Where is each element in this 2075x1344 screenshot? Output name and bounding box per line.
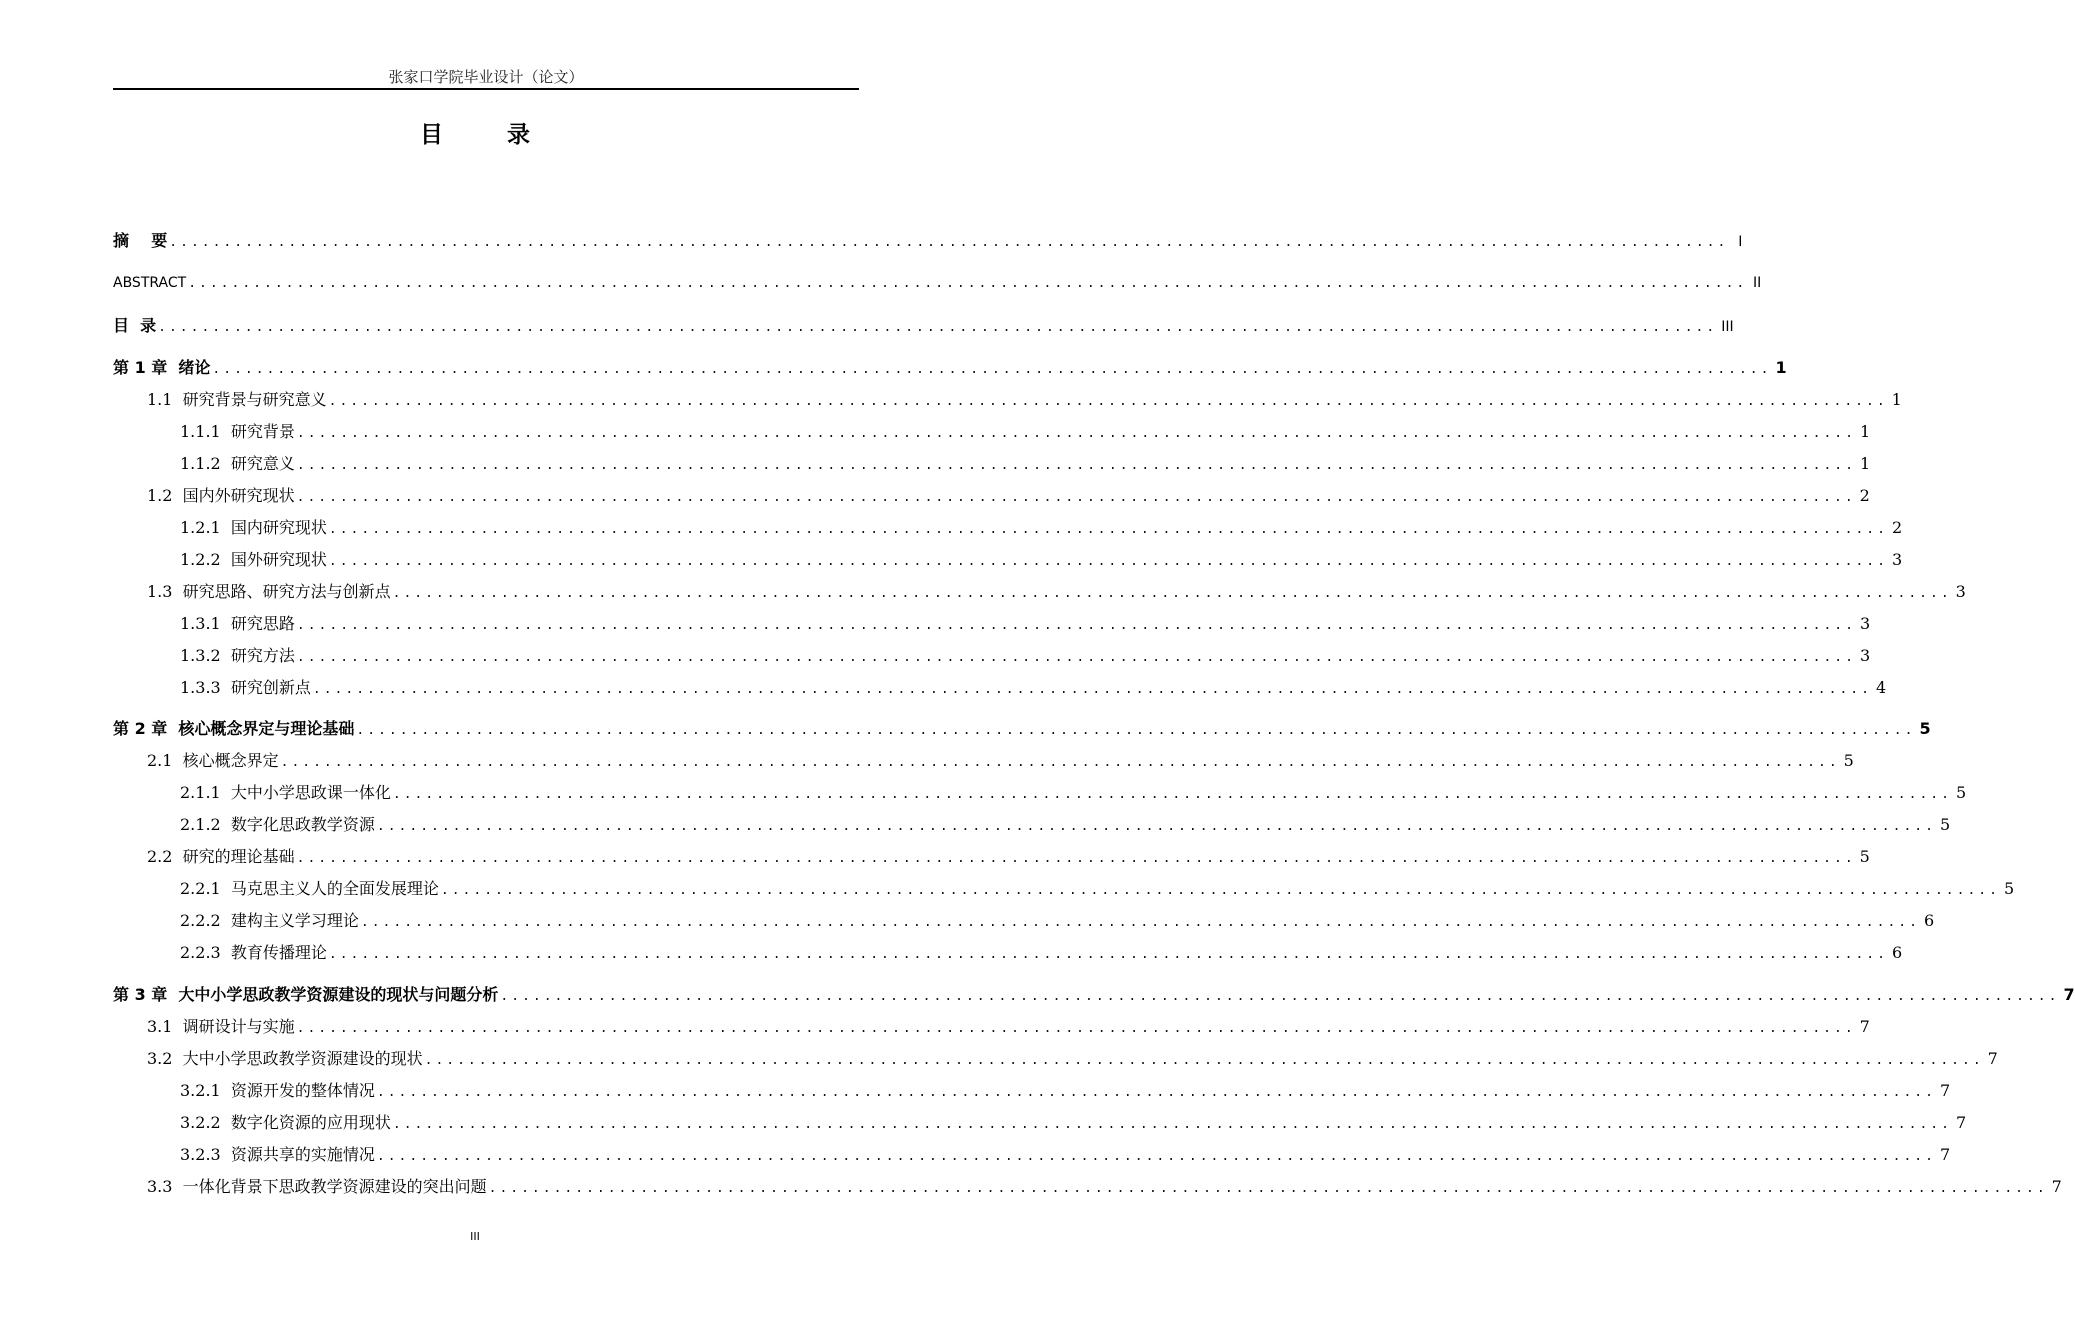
toc-leader: ................................................................................................................................................ [392,1117,1952,1132]
toc-label: ABSTRACT [113,275,187,291]
toc-page: 7 [2063,985,2075,1004]
toc-leader: ................................................................................................................................................ [328,394,1888,409]
toc-page: 7 [1955,1113,1967,1132]
toc-page: 7 [1939,1145,1951,1164]
toc-page: I [1738,234,1743,250]
toc-leader: ................................................................................................................................................ [392,586,1952,601]
toc-entry-subsection[interactable] [113,876,2015,902]
toc-label: 1.3.2 研究方法 [180,646,295,665]
toc-label: 1.1.1 研究背景 [180,422,295,441]
toc-page: 6 [1891,943,1903,962]
toc-label: 目 录 [113,316,157,335]
toc-leader: ................................................................................................................................................ [376,819,1936,834]
toc-page: III [1721,319,1734,335]
toc-entry-subsection[interactable] [113,675,1887,701]
toc-label: 2.1 核心概念界定 [147,751,279,770]
toc-label: 第 1 章 绪论 [113,358,211,377]
toc-leader: ................................................................................................................................................ [158,320,1718,335]
toc-leader: ................................................................................................................................................ [328,522,1888,537]
toc-label: 3.2.3 资源共享的实施情况 [180,1145,375,1164]
toc-label: 摘 要 [113,231,168,250]
toc-label: 第 3 章 大中小学思政教学资源建设的现状与问题分析 [113,985,499,1004]
toc-leader: ................................................................................................................................................ [188,276,1748,291]
toc-label: 1.2 国内外研究现状 [147,486,295,505]
header-rule [113,88,859,90]
toc-label: 1.1.2 研究意义 [180,454,295,473]
toc-page: 7 [1939,1081,1951,1100]
toc-page: 3 [1891,550,1903,569]
toc-leader: ................................................................................................................................................ [328,554,1888,569]
toc-page: 1 [1775,358,1787,377]
toc-label: 2.1.2 数字化思政教学资源 [180,815,375,834]
page-number: III [470,1230,480,1243]
toc-label: 1.2.1 国内研究现状 [180,518,327,537]
toc-entry-subsection[interactable] [113,940,1903,966]
toc-entry-section[interactable] [113,1046,1998,1072]
toc-entry-chapter-2[interactable] [113,716,1931,742]
toc-entry-subsection[interactable] [113,1142,1951,1168]
toc-label: 2.2 研究的理论基础 [147,847,295,866]
toc-leader: ................................................................................................................................................ [356,723,1916,738]
toc-entry-subsection[interactable] [113,547,1903,573]
toc-leader: ................................................................................................................................................ [376,1085,1936,1100]
toc-leader: ................................................................................................................................................ [296,426,1856,441]
toc-page: 5 [1843,751,1854,770]
toc-entry-abstract-cn[interactable] [113,228,1743,254]
toc-page: 7 [2051,1177,2062,1196]
toc-page: 7 [1859,1017,1870,1036]
running-header: 张家口学院毕业设计（论文） [388,68,584,86]
toc-page: II [1752,275,1762,291]
toc-entry-contents[interactable] [113,313,1734,339]
toc-leader: ................................................................................................................................................ [376,1149,1936,1164]
toc-entry-section[interactable] [113,387,1902,413]
toc-page: 5 [1859,847,1870,866]
toc-entry-section[interactable] [113,1014,1870,1040]
page-title: 目 录 [419,122,558,148]
toc-page: 2 [1891,518,1903,537]
toc-entry-section[interactable] [113,844,1870,870]
toc-entry-section[interactable] [113,748,1854,774]
toc-leader: ................................................................................................................................................ [312,682,1872,697]
toc-label: 2.1.1 大中小学思政课一体化 [180,783,391,802]
toc-leader: ................................................................................................................................................ [212,362,1772,377]
toc-page: 5 [2003,879,2015,898]
toc-leader: ................................................................................................................................................ [440,883,2000,898]
toc-page: 1 [1859,422,1871,441]
toc-label: 1.3.3 研究创新点 [180,678,311,697]
toc-leader: ................................................................................................................................................ [392,787,1952,802]
toc-page: 6 [1923,911,1935,930]
toc-page: 2 [1859,486,1870,505]
toc-leader: ................................................................................................................................................ [328,947,1888,962]
toc-entry-subsection[interactable] [113,643,1871,669]
toc-leader: ................................................................................................................................................ [296,1021,1856,1036]
toc-entry-section[interactable] [113,483,1870,509]
toc-entry-section[interactable] [113,579,1966,605]
toc-entry-chapter-3[interactable] [113,982,2075,1008]
toc-page: 1 [1891,390,1902,409]
toc-page: 5 [1955,783,1967,802]
toc-label: 3.2.1 资源开发的整体情况 [180,1081,375,1100]
toc-leader: ................................................................................................................................................ [424,1053,1984,1068]
toc-page: 7 [1987,1049,1998,1068]
toc-page: 3 [1859,614,1871,633]
toc-leader: ................................................................................................................................................ [169,235,1729,250]
toc-page: 3 [1859,646,1871,665]
toc-leader: ................................................................................................................................................ [296,650,1856,665]
toc-label: 2.2.3 教育传播理论 [180,943,327,962]
toc-leader: ................................................................................................................................................ [296,490,1856,505]
toc-label: 3.2 大中小学思政教学资源建设的现状 [147,1049,423,1068]
toc-page: 3 [1955,582,1966,601]
toc-entry-subsection[interactable] [113,908,1935,934]
toc-page: 4 [1875,678,1887,697]
toc-entry-subsection[interactable] [113,812,1951,838]
toc-entry-subsection[interactable] [113,451,1871,477]
toc-entry-subsection[interactable] [113,1110,1967,1136]
toc-label: 1.1 研究背景与研究意义 [147,390,327,409]
toc-entry-subsection[interactable] [113,419,1871,445]
toc-label: 1.2.2 国外研究现状 [180,550,327,569]
toc-entry-abstract-en[interactable] [113,270,1762,296]
toc-leader: ................................................................................................................................................ [500,989,2060,1004]
toc-leader: ................................................................................................................................................ [488,1181,2048,1196]
toc-entry-subsection[interactable] [113,611,1871,637]
toc-entry-chapter-1[interactable] [113,355,1787,381]
toc-label: 1.3.1 研究思路 [180,614,295,633]
toc-entry-subsection[interactable] [113,780,1967,806]
toc-page: 5 [1939,815,1951,834]
toc-label: 2.2.1 马克思主义人的全面发展理论 [180,879,439,898]
toc-leader: ................................................................................................................................................ [296,458,1856,473]
toc-leader: ................................................................................................................................................ [280,755,1840,770]
toc-leader: ................................................................................................................................................ [296,851,1856,866]
toc-page: 5 [1919,719,1931,738]
toc-entry-subsection[interactable] [113,515,1903,541]
toc-entry-subsection[interactable] [113,1078,1951,1104]
toc-label: 第 2 章 核心概念界定与理论基础 [113,719,355,738]
toc-label: 1.3 研究思路、研究方法与创新点 [147,582,391,601]
toc-leader: ................................................................................................................................................ [296,618,1856,633]
toc-leader: ................................................................................................................................................ [360,915,1920,930]
toc-page: 1 [1859,454,1871,473]
toc-label: 3.3 一体化背景下思政教学资源建设的突出问题 [147,1177,487,1196]
toc-label: 2.2.2 建构主义学习理论 [180,911,359,930]
toc-label: 3.2.2 数字化资源的应用现状 [180,1113,391,1132]
toc-entry-section[interactable] [113,1174,2062,1200]
toc-label: 3.1 调研设计与实施 [147,1017,295,1036]
